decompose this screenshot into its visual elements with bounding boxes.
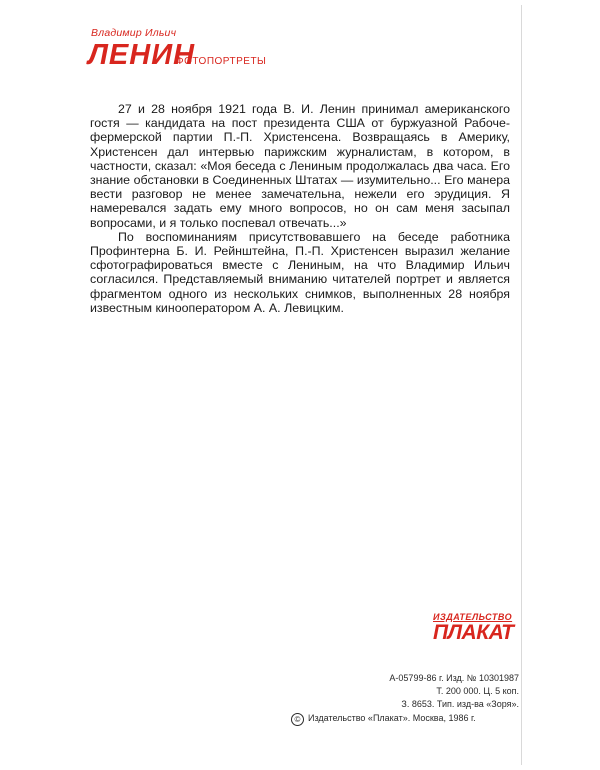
imprint-copyright-line	[286, 712, 519, 726]
paragraph-2: По воспоминаниям присутствовавшего на беседе работника Профинтерна Б. И. Рейнштейна, П.-П. Христенсен выразил желание сфотографироваться вместе с Лениным, на что Владимир Ильич согласился. Представляемый вниманию читателей портрет и является фрагментом одного из нескольких снимков, выполненных 28 ноября известным кинооператором А. А. Левицким.	[90, 229, 510, 315]
copyright-icon: ©	[291, 713, 304, 726]
imprint-line: З. 8653. Тип. изд-ва «Зоря».	[401, 699, 519, 710]
publisher-name: ПЛАКАТ	[433, 621, 514, 644]
series-subtitle: ФОТОПОРТРЕТЫ	[176, 56, 267, 67]
imprint-line: Т. 200 000. Ц. 5 коп.	[436, 686, 519, 697]
postcard-back	[66, 5, 522, 765]
description-text	[90, 102, 510, 315]
imprint-line: А-05799-86 г. Изд. № 10301987	[389, 673, 519, 683]
series-author: Владимир Ильич	[91, 27, 177, 39]
imprint-publisher: Издательство «Плакат». Москва, 1986 г.	[308, 712, 476, 723]
paragraph-1: 27 и 28 ноября 1921 года В. И. Ленин принимал американского гостя — кандидата на пост президента США от буржуазной Рабоче-фермерской партии П.-П. Христенсена. Возвращаясь в Америку, Христенсен дал интервью парижским журналистам, в котором, в частности, сказал: «Моя беседа с Лениным продолжалась два часа. Его знание обстановки в Соединенных Штатах — изумительно... Его манера вести разговор не менее замечательна, нежели его эрудиция. Я намеревался задать ему много вопросов, но он сам меня засыпал вопросами, и я только поспевал отвечать...»	[90, 102, 510, 230]
series-title: ЛЕНИН	[88, 39, 196, 71]
publisher-logo	[433, 612, 514, 644]
publisher-label: ИЗДАТЕЛЬСТВО	[433, 612, 513, 622]
imprint-block	[286, 672, 519, 726]
